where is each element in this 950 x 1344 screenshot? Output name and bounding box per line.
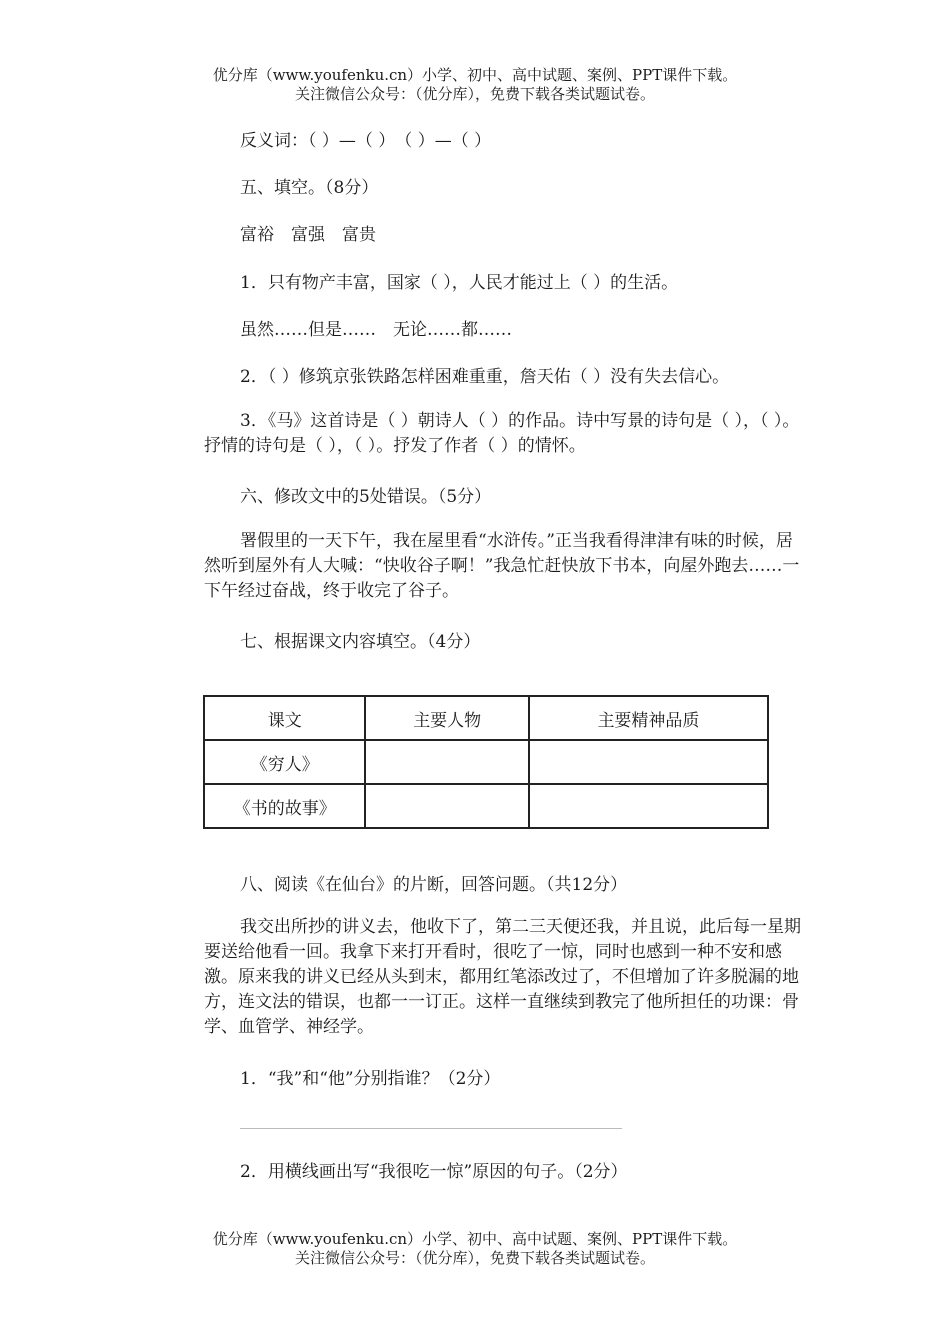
answer-line[interactable]	[240, 1128, 622, 1129]
header-lesson: 课文	[204, 696, 365, 740]
question-5-2: 2．（ ）修筑京张铁路怎样困难重重，詹天佑（ ）没有失去信心。	[240, 367, 730, 387]
lesson-title-cell: 《穷人》	[204, 740, 365, 784]
answer-cell[interactable]	[529, 784, 768, 828]
lesson-table	[203, 695, 769, 829]
section-5-title: 五、填空。（8分）	[240, 178, 379, 198]
question-5-3: 3．《马》这首诗是（ ）朝诗人（ ）的作品。诗中写景的诗句是（ ），（ ）。抒情的诗句是（ ），（ ）。抒发了作者（ ）的情怀。	[204, 411, 800, 456]
page-header	[0, 66, 950, 104]
reading-passage: 我交出所抄的讲义去，他收下了，第二三天便还我，并且说，此后每一星期要送给他看一回。我拿下来打开看时，很吃了一惊，同时也感到一种不安和感激。原来我的讲义已经从头到末，都用红笔添改过了，不但增加了许多脱漏的地方，连文法的错误，也都一一订正。这样一直继续到教完了他所担任的功课：骨学、血管学、神经学。	[204, 917, 801, 1037]
header-main-character: 主要人物	[365, 696, 528, 740]
answer-cell[interactable]	[365, 784, 528, 828]
answer-cell[interactable]	[529, 740, 768, 784]
header-spirit-quality: 主要精神品质	[529, 696, 768, 740]
antonyms-line: 反义词：（ ）—（ ） （ ）—（ ）	[240, 131, 492, 151]
table-header-row	[204, 696, 768, 740]
section-6-title: 六、修改文中的5处错误。（5分）	[240, 487, 492, 507]
section-8-title: 八、阅读《在仙台》的片断，回答问题。（共12分）	[240, 875, 628, 895]
header-line-1: 优分库（www.youfenku.cn）小学、初中、高中试题、案例、PPT课件下载。	[212, 66, 738, 84]
word-choices-2: 虽然……但是…… 无论……都……	[240, 320, 512, 340]
table-row	[204, 784, 768, 828]
lesson-title-cell: 《书的故事》	[204, 784, 365, 828]
header-line-2: 关注微信公众号：（优分库），免费下载各类试题试卷。	[294, 85, 655, 103]
section-7-title: 七、根据课文内容填空。（4分）	[240, 632, 481, 652]
question-5-1: 1．只有物产丰富，国家（ ），人民才能过上（ ）的生活。	[240, 273, 679, 293]
footer-line-1: 优分库（www.youfenku.cn）小学、初中、高中试题、案例、PPT课件下载。	[212, 1230, 738, 1248]
footer-line-2: 关注微信公众号：（优分库），免费下载各类试题试卷。	[294, 1249, 655, 1267]
word-choices-1: 富裕 富强 富贵	[240, 225, 376, 245]
page-footer	[0, 1230, 950, 1268]
question-8-2: 2．用横线画出写“我很吃一惊”原因的句子。（2分）	[240, 1162, 628, 1182]
answer-cell[interactable]	[365, 740, 528, 784]
section-6-text: 署假里的一天下午，我在屋里看“水浒传。”正当我看得津津有味的时候，居然听到屋外有人大喊：“快收谷子啊！”我急忙赶快放下书本，向屋外跑去……一下午经过奋战，终于收完了谷子。	[204, 531, 800, 601]
table-row	[204, 740, 768, 784]
question-8-1: 1．“我”和“他”分别指谁？（2分）	[240, 1069, 501, 1089]
